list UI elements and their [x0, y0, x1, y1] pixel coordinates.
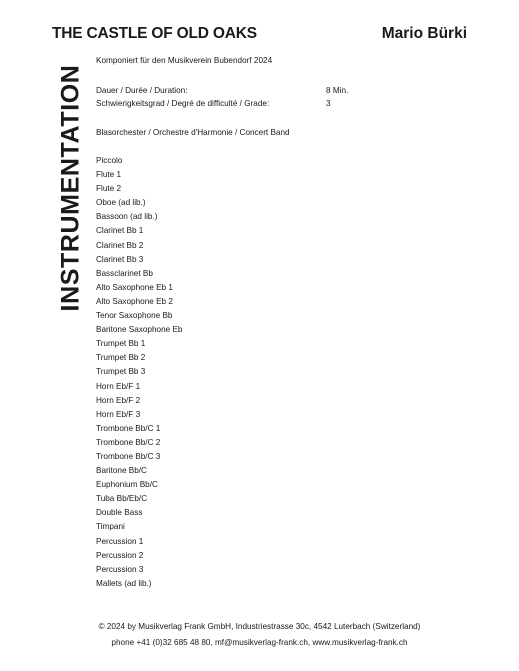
instrument-item: Horn Eb/F 1: [96, 381, 141, 391]
instrument-item: Bassclarinet Bb: [96, 268, 153, 278]
grade-value: 3: [326, 99, 331, 108]
duration-row: [96, 86, 349, 95]
instrument-item: Euphonium Bb/C: [96, 480, 158, 490]
instrument-item: Trumpet Bb 1: [96, 339, 146, 349]
instrument-item: Timpani: [96, 522, 125, 532]
instrument-item: Double Bass: [96, 508, 143, 518]
grade-row: [96, 99, 331, 108]
instrument-item: Percussion 1: [96, 536, 144, 546]
footer-contact: phone +41 (0)32 685 48 80, mf@musikverlag-frank.ch, www.musikverlag-frank.ch: [111, 638, 408, 647]
instrument-item: Trombone Bb/C 1: [96, 423, 161, 433]
instrument-item: Piccolo: [96, 156, 123, 165]
instrument-item: Percussion 2: [96, 550, 144, 560]
instrument-item: Oboe (ad lib.): [96, 198, 146, 208]
instrument-item: Trombone Bb/C 3: [96, 451, 161, 461]
instrument-item: Baritone Bb/C: [96, 466, 147, 476]
instrument-item: Alto Saxophone Eb 1: [96, 282, 173, 292]
grade-label: Schwierigkeitsgrad / Degré de difficulté / Grade:: [96, 99, 270, 108]
instrument-item: Clarinet Bb 1: [96, 226, 144, 236]
instrument-item: Flute 1: [96, 170, 122, 180]
instrument-item: Trumpet Bb 2: [96, 353, 146, 363]
duration-value: 8 Min.: [326, 86, 349, 95]
instrument-item: Mallets (ad lib.): [96, 578, 152, 588]
instrument-item: Clarinet Bb 3: [96, 254, 144, 264]
instrument-item: Horn Eb/F 3: [96, 409, 141, 419]
instrument-item: Trombone Bb/C 2: [96, 437, 161, 447]
instrument-item: Tuba Bb/Eb/C: [96, 494, 148, 504]
composer-name: Mario Bürki: [381, 25, 467, 42]
instrument-item: Flute 2: [96, 184, 122, 194]
commission-note: Komponiert für den Musikverein Bubendorf 2024: [96, 56, 273, 65]
footer-copyright: © 2024 by Musikverlag Frank GmbH, Industriestrasse 30c, 4542 Luterbach (Switzerland): [98, 622, 421, 631]
instrument-list: [96, 156, 183, 593]
duration-label: Dauer / Durée / Duration:: [96, 86, 188, 95]
instrument-item: Percussion 3: [96, 564, 144, 574]
instrument-item: Clarinet Bb 2: [96, 240, 144, 250]
instrument-item: Trumpet Bb 3: [96, 367, 146, 377]
instrumentation-heading: INSTRUMENTATION: [56, 64, 85, 312]
instrument-item: Bassoon (ad lib.): [96, 212, 158, 222]
instrument-item: Alto Saxophone Eb 2: [96, 296, 173, 306]
piece-title: THE CASTLE OF OLD OAKS: [52, 25, 257, 42]
instrument-item: Baritone Saxophone Eb: [96, 325, 183, 335]
ensemble-type: Blasorchester / Orchestre d'Harmonie / Concert Band: [96, 128, 290, 137]
instrument-item: Tenor Saxophone Bb: [96, 311, 173, 321]
instrument-item: Horn Eb/F 2: [96, 395, 141, 405]
